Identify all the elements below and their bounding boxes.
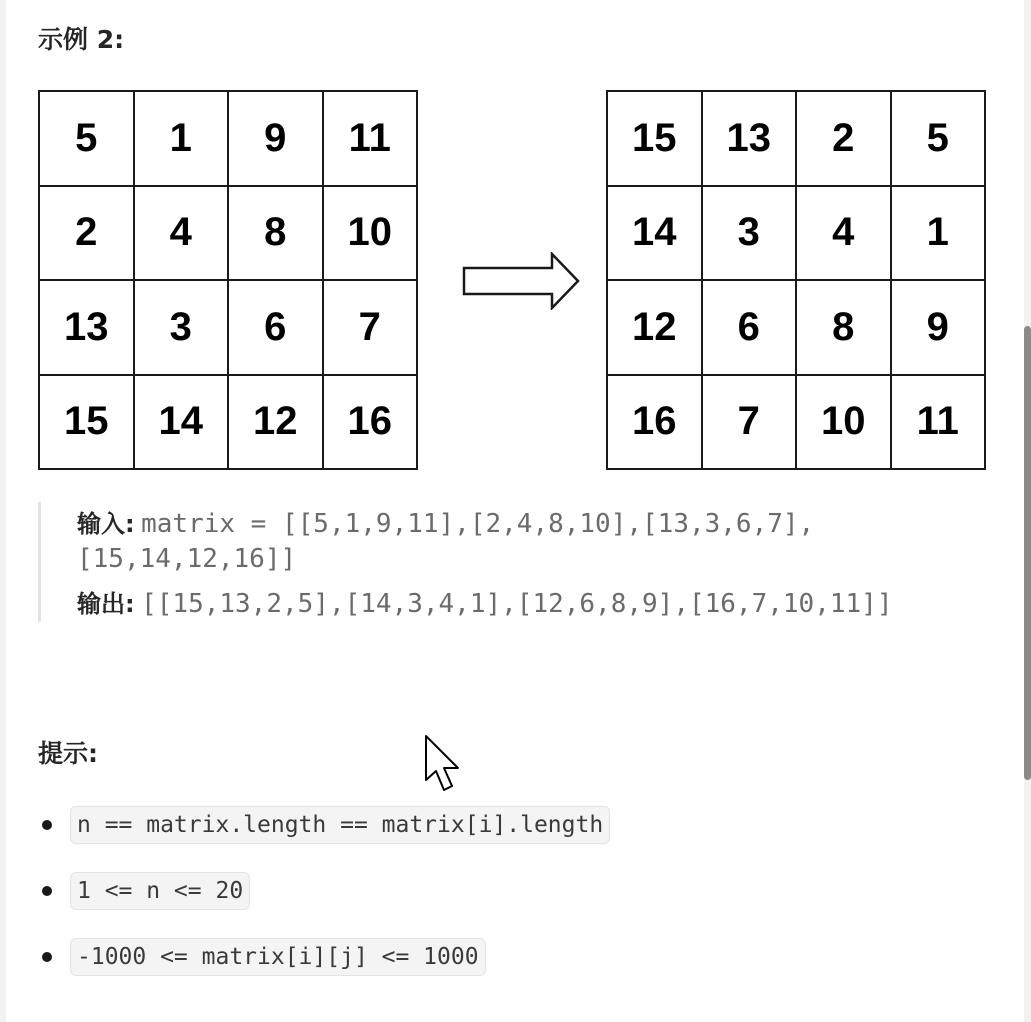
matrix-cell: 10	[324, 187, 419, 282]
right-arrow-icon	[462, 252, 580, 310]
matrix-cell: 5	[40, 92, 135, 187]
matrix-cell: 13	[703, 92, 798, 187]
output-label: 输出:	[77, 590, 135, 618]
matrix-cell: 5	[892, 92, 987, 187]
constraint-code: 1 <= n <= 20	[70, 872, 250, 910]
problem-description	[6, 0, 1024, 1022]
matrix-cell: 10	[797, 376, 892, 471]
input-line	[77, 504, 814, 539]
matrix-cell: 9	[229, 92, 324, 187]
matrix-cell: 15	[40, 376, 135, 471]
matrix-cell: 2	[797, 92, 892, 187]
input-label: 输入:	[77, 510, 135, 538]
matrix-cell: 14	[135, 376, 230, 471]
input-value: matrix = [[5,1,9,11],[2,4,8,10],[13,3,6,7],	[141, 509, 815, 539]
list-item	[38, 938, 978, 978]
matrix-cell: 13	[40, 281, 135, 376]
constraint-code: -1000 <= matrix[i][j] <= 1000	[70, 938, 486, 976]
scrollbar-thumb[interactable]	[1024, 326, 1031, 780]
input-matrix-figure	[38, 90, 418, 470]
hints-title: 提示:	[38, 739, 98, 768]
matrix-cell: 11	[892, 376, 987, 471]
matrix-cell: 11	[324, 92, 419, 187]
list-item	[38, 806, 978, 846]
constraints-list	[38, 806, 978, 1004]
matrix-cell: 16	[324, 376, 419, 471]
example-title: 示例 2:	[38, 25, 125, 54]
matrix-cell: 6	[229, 281, 324, 376]
matrix-cell: 1	[892, 187, 987, 282]
matrix-cell: 7	[703, 376, 798, 471]
example-io-block	[38, 502, 991, 622]
matrix-cell: 1	[135, 92, 230, 187]
matrix-cell: 12	[608, 281, 703, 376]
matrix-cell: 15	[608, 92, 703, 187]
matrix-cell: 4	[135, 187, 230, 282]
matrix-cell: 3	[135, 281, 230, 376]
matrix-cell: 2	[40, 187, 135, 282]
matrix-cell: 8	[797, 281, 892, 376]
list-item	[38, 872, 978, 912]
matrix-cell: 16	[608, 376, 703, 471]
bullet-icon	[42, 886, 52, 896]
output-line	[77, 584, 892, 619]
matrix-cell: 4	[797, 187, 892, 282]
constraint-code: n == matrix.length == matrix[i].length	[70, 806, 610, 844]
input-line-continued	[77, 544, 296, 574]
matrix-cell: 8	[229, 187, 324, 282]
input-value-continued: [15,14,12,16]]	[77, 544, 297, 574]
matrix-cell: 3	[703, 187, 798, 282]
output-matrix-figure	[606, 90, 986, 470]
mouse-pointer-icon	[424, 734, 464, 794]
matrix-cell: 9	[892, 281, 987, 376]
matrix-cell: 12	[229, 376, 324, 471]
matrix-cell: 6	[703, 281, 798, 376]
bullet-icon	[42, 952, 52, 962]
matrix-cell: 14	[608, 187, 703, 282]
matrix-cell: 7	[324, 281, 419, 376]
output-value: [[15,13,2,5],[14,3,4,1],[12,6,8,9],[16,7,10,11]]	[141, 589, 893, 619]
bullet-icon	[42, 820, 52, 830]
